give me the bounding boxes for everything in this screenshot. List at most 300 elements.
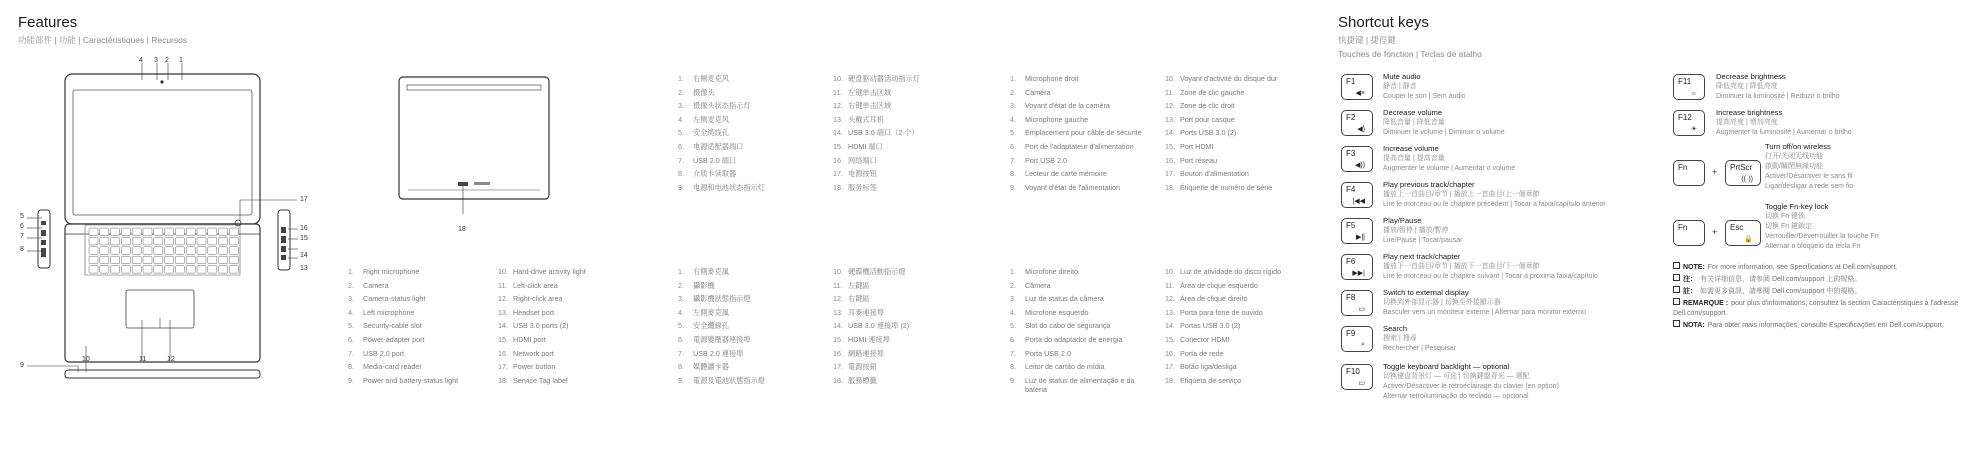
feature-number: 14. (1165, 321, 1175, 331)
shortcut-pt: Alternar retroiluminação do teclado — opcional (1383, 393, 1529, 400)
feature-item (833, 113, 920, 127)
note-line (1673, 274, 1973, 285)
shortcut-fr-pt: Augmenter la luminosité | Aumentar o brilho (1716, 129, 1852, 136)
feature-item (678, 306, 765, 320)
keyboard-key (197, 228, 206, 236)
feature-label: Luz de atividade do disco rígido (1180, 267, 1282, 276)
note-icon (1673, 274, 1680, 281)
keyboard-key (165, 266, 174, 274)
feature-number: 5. (348, 321, 354, 331)
feature-item (678, 279, 765, 293)
feature-item (833, 347, 909, 361)
features-list-pt-a (1010, 265, 1145, 395)
callout-3: 3 (154, 57, 158, 64)
features-title: Features (18, 14, 78, 31)
feature-item (498, 333, 586, 347)
feature-item (1010, 154, 1142, 168)
callout-12: 12 (167, 356, 175, 363)
feature-item (678, 126, 765, 140)
feature-number: 6. (348, 334, 354, 344)
feature-item (498, 347, 586, 361)
feature-label: Zone de clic gauche (1180, 87, 1245, 97)
shortcut-heading: Switch to external display (1383, 288, 1469, 297)
feature-number: 10. (1165, 267, 1175, 276)
feature-number: 7. (1010, 155, 1016, 165)
function-key (1341, 218, 1373, 244)
keyboard-key (121, 237, 130, 245)
feature-number: 17. (1165, 362, 1175, 372)
keyboard-key (111, 256, 120, 264)
key-icon: ☼ (1690, 90, 1697, 97)
features-list-zhs-b (833, 72, 920, 194)
feature-item (678, 72, 765, 86)
note-label: REMARQUE : (1683, 300, 1729, 307)
feature-label: 電源變壓器連接埠 (693, 334, 751, 344)
keyboard-key (197, 237, 206, 245)
shortcut-subtitle-fr-pt: Touches de fonction | Teclas de atalho (1338, 49, 1482, 59)
function-key (1341, 146, 1373, 172)
feature-number: 15. (1165, 141, 1175, 151)
feature-item (348, 279, 458, 293)
feature-label: Botão liga/desliga (1180, 362, 1237, 372)
feature-number: 1. (1010, 267, 1016, 276)
features-list-pt-b (1165, 265, 1281, 387)
feature-label: Port HDMI (1180, 141, 1214, 151)
function-key (1725, 220, 1761, 246)
function-key (1341, 110, 1373, 136)
feature-label: Slot do cabo de segurança (1025, 321, 1111, 331)
note-icon (1673, 286, 1680, 293)
callout-8: 8 (20, 246, 24, 253)
feature-item (1165, 292, 1281, 306)
feature-number: 12. (1165, 294, 1175, 304)
feature-item (833, 154, 920, 168)
feature-label: 硬盘驱动器活动指示灯 (848, 74, 920, 83)
keyboard-key (165, 237, 174, 245)
camera-dot (160, 80, 163, 83)
feature-number: 1. (348, 267, 354, 276)
note-icon (1673, 262, 1680, 269)
keyboard-key (165, 256, 174, 264)
feature-item (1165, 167, 1277, 181)
callout-15: 15 (300, 235, 308, 242)
shortcut-fr-pt: Lire le morceau ou le chapitre suivant | Tocar a próxima faixa/capítulo (1383, 273, 1598, 280)
feature-item (348, 265, 458, 279)
feature-label: Security-cable slot (363, 321, 422, 331)
keyboard-key (186, 228, 195, 236)
feature-item (498, 319, 586, 333)
feature-item (678, 99, 765, 113)
feature-label: 安全纜線孔 (693, 321, 729, 331)
feature-label: Microphone droit (1025, 74, 1079, 83)
feature-number: 4. (1010, 307, 1016, 317)
feature-label: Camera (363, 280, 389, 290)
feature-item (1165, 140, 1277, 154)
feature-number: 11. (833, 280, 843, 290)
key-label: F5 (1346, 221, 1356, 230)
feature-item (833, 333, 909, 347)
keyboard-key (175, 247, 184, 255)
note-icon (1673, 320, 1680, 327)
feature-label: 摄像头状态指示灯 (693, 101, 751, 111)
feature-item (498, 374, 586, 388)
keyboard-key (121, 256, 130, 264)
feature-item (1010, 86, 1142, 100)
keyboard-key (132, 266, 141, 274)
feature-item (678, 292, 765, 306)
shortcut-description (1765, 142, 1853, 192)
feature-item (1165, 99, 1277, 113)
callout-17: 17 (300, 196, 308, 203)
feature-item (1010, 347, 1145, 361)
keyboard-key (143, 237, 152, 245)
feature-label: USB 3.0 連接埠 (2) (848, 321, 910, 331)
feature-number: 14. (1165, 128, 1175, 138)
feature-item (678, 347, 765, 361)
keyboard-key (121, 266, 130, 274)
function-key (1673, 74, 1705, 100)
features-list-zht-a (678, 265, 765, 387)
key-icon: ▶▶| (1352, 270, 1365, 277)
key-icon: ▭ (1358, 306, 1365, 313)
plus-sign: + (1712, 167, 1718, 177)
key-label: Fn (1678, 163, 1688, 172)
feature-item (1165, 126, 1277, 140)
shortcut-section-header (1338, 14, 1482, 59)
feature-number: 3. (1010, 294, 1016, 304)
feature-item (833, 306, 909, 320)
shortcut-heading: Toggle keyboard backlight — optional (1383, 362, 1510, 371)
note-label: 註： (1683, 288, 1697, 295)
key-label: F2 (1346, 113, 1356, 122)
feature-label: 左鍵區 (848, 280, 870, 290)
keyboard-key (229, 247, 238, 255)
feature-label: Microfone esquerdo (1025, 307, 1089, 317)
feature-label: Ports USB 3.0 (2) (1180, 128, 1237, 138)
feature-number: 5. (678, 321, 684, 331)
feature-item (1010, 279, 1145, 293)
feature-item (1165, 181, 1277, 195)
keyboard-key (186, 266, 195, 274)
note-icon (1673, 298, 1680, 305)
feature-number: 16. (833, 155, 843, 165)
feature-item (1165, 72, 1277, 86)
keyboard-key (132, 228, 141, 236)
keyboard-key (219, 228, 228, 236)
feature-number: 1. (1010, 74, 1016, 83)
keyboard-key (121, 247, 130, 255)
shortcut-fr-pt: Diminuer le volume | Diminuir o volume (1383, 129, 1505, 136)
features-list-zht-b (833, 265, 909, 387)
feature-label: 介质卡读取器 (693, 169, 737, 179)
shortcut-zh: 打开/关闭无线功能 (1765, 153, 1823, 160)
feature-item (498, 306, 586, 320)
feature-item (678, 360, 765, 374)
feature-number: 17. (498, 362, 508, 372)
keyboard-key (197, 247, 206, 255)
feature-label: Porta do adaptador de energia (1025, 334, 1123, 344)
callout-2: 2 (165, 57, 169, 64)
feature-label: Left-click area (513, 280, 558, 290)
note-label: NOTA: (1683, 322, 1705, 329)
feature-label: 攝影機 (693, 280, 715, 290)
feature-label: USB 3.0 端口（2 个） (848, 128, 919, 138)
laptop-front-edge (65, 370, 260, 378)
feature-item (833, 265, 909, 279)
feature-number: 13. (1165, 307, 1175, 317)
shortcut-description (1383, 144, 1515, 174)
feature-label: Voyant d'état de la caméra (1025, 101, 1110, 111)
feature-label: 头戴式耳机 (848, 114, 884, 124)
shortcut-subtitle-zh: 快捷键 | 捷徑鍵 (1338, 35, 1396, 45)
feature-number: 15. (498, 334, 508, 344)
callout-11: 11 (139, 356, 147, 363)
feature-number: 14. (498, 321, 508, 331)
keyboard-key (154, 228, 163, 236)
keyboard-key (111, 228, 120, 236)
shortcut-pt: Alternar o bloqueio da tecla Fn (1765, 243, 1861, 250)
feature-item (833, 99, 920, 113)
feature-number: 2. (1010, 87, 1016, 97)
feature-label: Zone de clic droit (1180, 101, 1235, 111)
feature-item (833, 319, 909, 333)
feature-label: Porta de rede (1180, 348, 1224, 358)
keyboard-key (100, 228, 109, 236)
feature-item (833, 126, 920, 140)
keyboard-key (143, 266, 152, 274)
keyboard-key (175, 237, 184, 245)
feature-number: 4. (678, 307, 684, 317)
note-line (1673, 286, 1973, 297)
key-icon: ◀) (1357, 126, 1365, 133)
note-line (1673, 320, 1973, 331)
feature-label: Headset port (513, 307, 555, 317)
shortcut-title: Shortcut keys (1338, 14, 1429, 31)
laptop-left-side (38, 210, 50, 268)
note-text: 有关详细信息，请参阅 Dell.com/support 上的规格。 (1700, 276, 1862, 283)
shortcut-description (1383, 216, 1463, 246)
feature-label: Emplacement pour câble de sécurité (1025, 128, 1142, 138)
feature-label: 右键单击区域 (848, 101, 892, 111)
feature-item (1010, 360, 1145, 374)
feature-item (678, 140, 765, 154)
shortcut-fr-pt: Augmenter le volume | Aumentar o volume (1383, 165, 1516, 172)
laptop-bottom-illustration (398, 76, 550, 221)
feature-label: Power button (513, 362, 556, 372)
shortcut-pt: Ligar/desligar a rede sem fio (1765, 183, 1854, 190)
feature-label: 耳麥連接埠 (848, 307, 884, 317)
keyboard-key (175, 266, 184, 274)
feature-item (678, 333, 765, 347)
feature-label: 電源及電池狀態指示燈 (693, 375, 765, 385)
shortcut-heading: Mute audio (1383, 72, 1421, 81)
feature-item (1165, 360, 1281, 374)
shortcut-fr-pt: Diminuer la luminosité | Reduzir o brilho (1716, 93, 1840, 100)
keyboard-key (154, 247, 163, 255)
function-key (1673, 160, 1705, 186)
feature-label: 电源和电池状态指示灯 (693, 182, 765, 192)
feature-number: 12. (498, 294, 508, 304)
keyboard-key (111, 237, 120, 245)
feature-number: 11. (1165, 280, 1175, 290)
feature-item (1010, 333, 1145, 347)
feature-number: 12. (833, 294, 843, 304)
shortcut-fr-pt: Rechercher | Pesquisar (1383, 345, 1457, 352)
shortcut-description (1383, 108, 1505, 138)
feature-item (678, 86, 765, 100)
keyboard-key (89, 247, 98, 255)
feature-item (678, 374, 765, 388)
feature-item (833, 86, 920, 100)
feature-number: 6. (678, 334, 684, 344)
function-key (1341, 364, 1373, 390)
shortcut-description (1383, 288, 1586, 318)
feature-number: 7. (678, 155, 684, 165)
feature-item (833, 140, 920, 154)
feature-label: Microphone gauche (1025, 114, 1089, 124)
keyboard-key (208, 247, 217, 255)
feature-label: USB 3.0 ports (2) (513, 321, 569, 331)
features-list-zhs-a (678, 72, 765, 194)
feature-label: 電源按鈕 (848, 362, 877, 372)
feature-number: 10. (498, 267, 508, 276)
callout-10: 10 (82, 356, 90, 363)
features-list-en-a (348, 265, 458, 387)
shortcut-zh: 提高亮度 | 增加亮度 (1716, 119, 1778, 126)
feature-label: HDMI 連接埠 (848, 334, 890, 344)
shortcut-description (1383, 72, 1466, 102)
callout-7: 7 (20, 233, 24, 240)
feature-number: 14. (833, 128, 843, 138)
shortcut-heading: Turn off/on wireless (1765, 142, 1831, 151)
feature-item (1165, 306, 1281, 320)
feature-number: 5. (678, 128, 684, 138)
feature-number: 2. (678, 280, 684, 290)
feature-label: Power and battery-status light (363, 375, 459, 385)
feature-label: Área de clique direito (1180, 294, 1248, 304)
feature-label: 服务标签 (848, 182, 877, 192)
feature-number: 5. (1010, 128, 1016, 138)
feature-item (833, 181, 920, 195)
feature-item (833, 292, 909, 306)
feature-item (348, 347, 458, 361)
shortcut-description (1383, 324, 1456, 354)
feature-number: 6. (1010, 141, 1016, 151)
feature-item (678, 319, 765, 333)
shortcut-heading: Increase volume (1383, 144, 1439, 153)
feature-label: 右側麥克風 (693, 267, 729, 276)
keyboard-key (229, 228, 238, 236)
shortcut-description (1383, 252, 1598, 282)
feature-label: 电源适配器端口 (693, 141, 744, 151)
keyboard-key (208, 237, 217, 245)
feature-number: 8. (348, 362, 354, 372)
feature-number: 9. (678, 375, 684, 385)
shortcut-zh: 切换到外部显示器 | 切換至外接顯示器 (1383, 299, 1501, 306)
keyboard-key (186, 256, 195, 264)
feature-number: 8. (678, 169, 684, 179)
feature-item (1165, 333, 1281, 347)
feature-item (1165, 154, 1277, 168)
feature-item (348, 333, 458, 347)
feature-label: 攝影機狀態指示燈 (693, 294, 751, 304)
feature-number: 10. (833, 74, 843, 83)
feature-number: 13. (498, 307, 508, 317)
feature-number: 17. (833, 362, 843, 372)
callout-1: 1 (179, 57, 183, 64)
feature-item (1010, 140, 1142, 154)
feature-item (348, 292, 458, 306)
feature-number: 18. (1165, 375, 1175, 385)
key-label: F4 (1346, 185, 1356, 194)
key-icon: 🔒 (1744, 236, 1753, 243)
feature-item (348, 306, 458, 320)
plus-sign: + (1712, 227, 1718, 237)
feature-label: Right microphone (363, 267, 420, 276)
feature-label: Luz de status da câmera (1025, 294, 1104, 304)
service-tag-label (458, 182, 468, 186)
feature-number: 8. (1010, 362, 1016, 372)
laptop-screen (73, 90, 252, 215)
feature-item (1165, 265, 1281, 279)
laptop-bottom-body (399, 77, 549, 199)
feature-number: 9. (1010, 375, 1016, 385)
callout-9: 9 (20, 362, 24, 369)
feature-number: 18. (498, 375, 508, 385)
keyboard-key (111, 266, 120, 274)
feature-number: 5. (1010, 321, 1016, 331)
note-label: NOTE: (1683, 264, 1705, 271)
feature-item (678, 154, 765, 168)
feature-number: 1. (678, 267, 684, 276)
feature-number: 4. (1010, 114, 1016, 124)
feature-item (678, 265, 765, 279)
key-label: Fn (1678, 223, 1688, 232)
feature-number: 10. (1165, 74, 1175, 83)
note-text: pour plus d'informations, consultez la section Caractéristiques à l'adresse Dell.com/support. (1673, 300, 1959, 317)
feature-item (1010, 292, 1145, 306)
feature-label: Camera-status light (363, 294, 426, 304)
feature-number: 10. (833, 267, 843, 276)
feature-number: 9. (348, 375, 354, 385)
feature-number: 8. (1010, 169, 1016, 179)
shortcut-description (1383, 362, 1559, 402)
feature-label: 媒體讀卡器 (693, 362, 729, 372)
keyboard-key (89, 228, 98, 236)
feature-label: Caméra (1025, 87, 1051, 97)
feature-label: 硬碟機活動指示燈 (848, 267, 906, 276)
feature-label: Luz de status de alimentação e da bateria (1025, 375, 1135, 395)
feature-number: 14. (833, 321, 843, 331)
feature-number: 8. (678, 362, 684, 372)
key-icon: ((·)) (1741, 176, 1753, 183)
key-icon: ◀)) (1354, 162, 1365, 169)
feature-number: 2. (1010, 280, 1016, 290)
feature-number: 4. (348, 307, 354, 317)
keyboard-key (154, 266, 163, 274)
feature-label: 安全缆线孔 (693, 128, 729, 138)
feature-number: 11. (833, 87, 843, 97)
note-line (1673, 298, 1973, 319)
shortcut-fr: Activer/Désactiver le sans fil (1765, 173, 1853, 180)
shortcut-zh: 播放下一首曲目/章节 | 播放下一首曲目/下一個章節 (1383, 263, 1540, 270)
feature-number: 9. (678, 182, 684, 192)
key-label: F11 (1678, 77, 1692, 86)
feature-label: 左侧麦克风 (693, 114, 729, 124)
callout-4: 4 (139, 57, 143, 64)
keyboard-key (89, 256, 98, 264)
laptop-front-illustration (0, 50, 300, 395)
